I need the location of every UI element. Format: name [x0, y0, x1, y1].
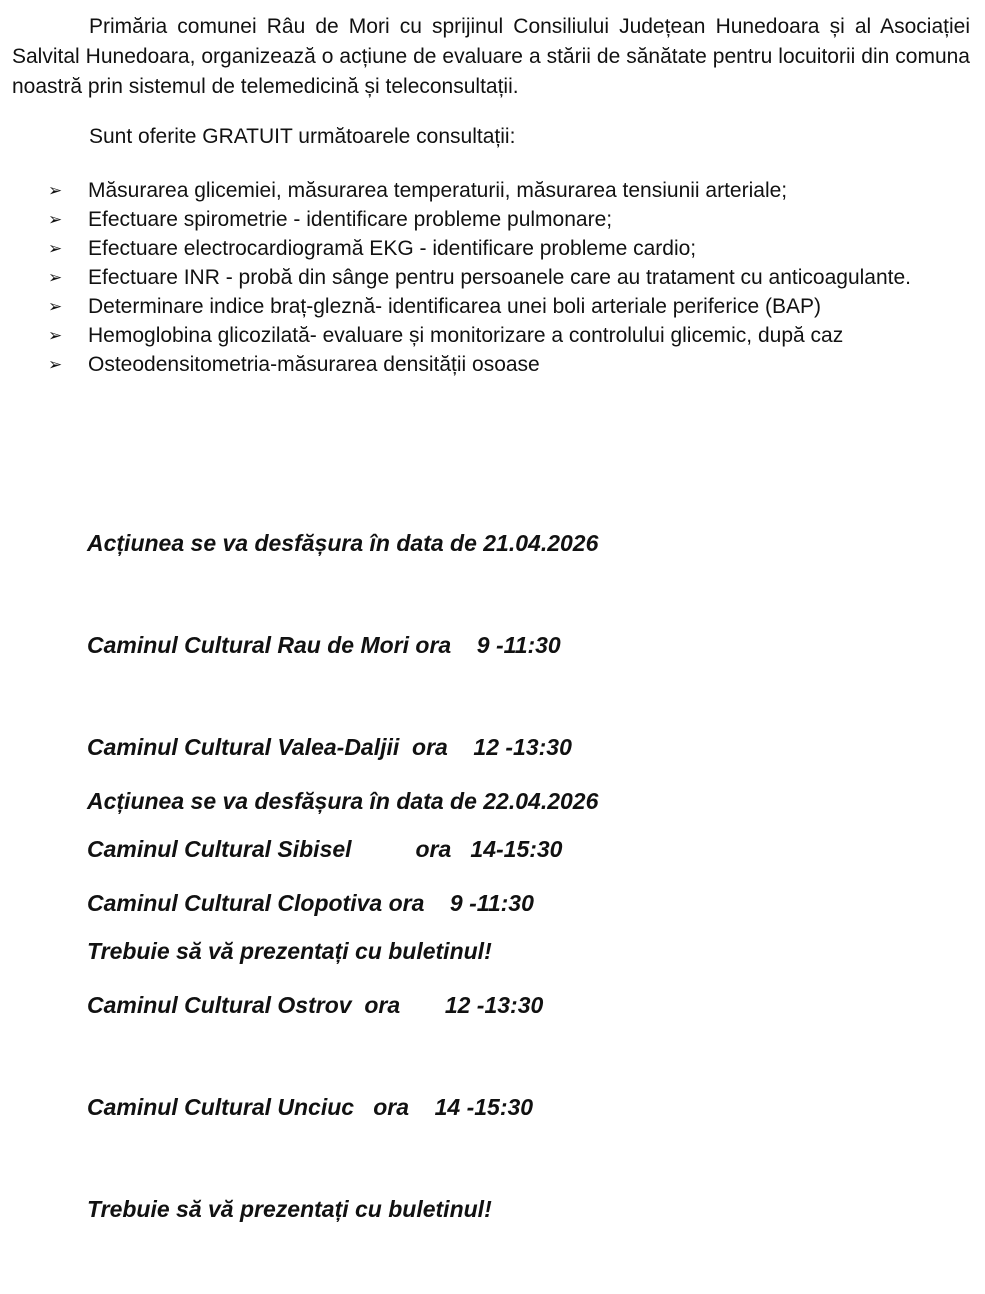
schedule-block-2	[87, 716, 847, 1294]
schedule-title: Acțiunea se va desfășura în data de 22.04.2026	[87, 788, 599, 814]
list-item	[48, 176, 970, 205]
arrowhead-bullet-icon: ➢	[48, 210, 63, 229]
list-item	[48, 205, 970, 234]
list-item	[48, 263, 970, 292]
schedule-row: Caminul Cultural Rau de Mori ora 9 -11:30	[87, 632, 561, 658]
schedule-row: Caminul Cultural Sibisel ora 14-15:30	[87, 836, 563, 862]
schedule-row: Caminul Cultural Unciuc ora 14 -15:30	[87, 1094, 534, 1120]
arrowhead-bullet-icon: ➢	[48, 326, 63, 345]
arrowhead-bullet-icon: ➢	[48, 268, 63, 287]
schedule-row: Caminul Cultural Clopotiva ora 9 -11:30	[87, 890, 534, 916]
arrowhead-bullet-icon: ➢	[48, 181, 63, 200]
service-text: Efectuare INR - probă din sânge pentru persoanele care au tratament cu anticoagulante.	[88, 266, 912, 289]
intro-paragraph: Primăria comunei Râu de Mori cu sprijinul Consiliului Județean Hunedoara și al Asociației Salvital Hunedoara, organizează o acțiune de evaluare a stării de sănătate pentru locuitorii din comuna noastră prin sistemul de telemedicină și teleconsultații.	[12, 15, 970, 98]
service-text: Hemoglobina glicozilată- evaluare și monitorizare a controlului glicemic, după caz	[88, 324, 844, 347]
service-text: Osteodensitometria-măsurarea densității osoase	[88, 353, 540, 376]
service-text: Efectuare electrocardiogramă EKG - identificare probleme cardio;	[88, 237, 697, 260]
service-text: Măsurarea glicemiei, măsurarea temperaturii, măsurarea tensiunii arteriale;	[88, 179, 788, 202]
service-text: Efectuare spirometrie - identificare probleme pulmonare;	[88, 208, 613, 231]
schedule-title: Acțiunea se va desfășura în data de 21.04.2026	[87, 530, 599, 556]
services-lead: Sunt oferite GRATUIT următoarele consultații:	[89, 125, 516, 148]
arrowhead-bullet-icon: ➢	[48, 297, 63, 316]
arrowhead-bullet-icon: ➢	[48, 355, 63, 374]
schedule-row: Caminul Cultural Valea-Daljii ora 12 -13:30	[87, 734, 572, 760]
service-text: Determinare indice braț-gleznă- identificarea unei boli arteriale periferice (BAP)	[88, 295, 822, 318]
list-item	[48, 234, 970, 263]
list-item	[48, 350, 970, 379]
arrowhead-bullet-icon: ➢	[48, 239, 63, 258]
schedule-note: Trebuie să vă prezentați cu buletinul!	[87, 1196, 492, 1222]
schedule-row: Caminul Cultural Ostrov ora 12 -13:30	[87, 992, 544, 1018]
list-item	[48, 321, 970, 350]
list-item	[48, 292, 970, 321]
schedule-note: Trebuie să vă prezentați cu buletinul!	[87, 938, 492, 964]
services-list	[48, 176, 970, 379]
